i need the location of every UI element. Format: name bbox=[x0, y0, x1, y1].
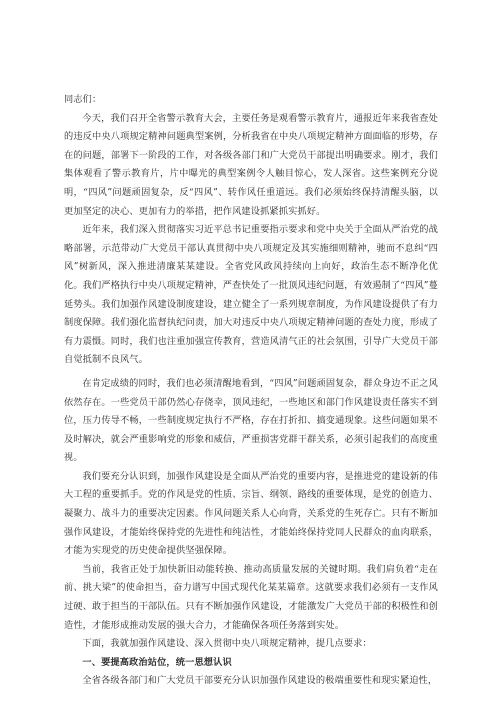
paragraph-requirements-intro: 下面，我就加强作风建设、深入贯彻中央八项规定精神，提几点要求： bbox=[82, 638, 372, 650]
paragraph-problems: 在肯定成绩的同时，我们也必须清醒地看到，“四风”问题顽固复杂，群众身边不正之风依然存在。一些党员干部仍然心存侥幸，顶风违纪，一些地区和部门作风建设责任落实不到位，压力传导不畅，一些制度规定执行不严格，存在打折扣、搞变通现象。这些问题如果不及时解决，就会严重影响党的形象和威信，严重损害党群干群关系，必须引起我们的高度重视。 bbox=[64, 377, 438, 464]
section-heading-1: 一、要提高政治站位，统一思想认识 bbox=[82, 656, 232, 668]
paragraph-section-1: 全省各级各部门和广大党员干部要充分认识加强作风建设的极端重要性和现实紧迫性， bbox=[82, 675, 438, 687]
document-body bbox=[64, 91, 438, 691]
paragraph-opening: 今天，我们召开全省警示教育大会，主要任务是观看警示教育片，通报近年来我省查处的违反中央八项规定精神问题典型案例，分析我省在中央八项规定精神方面面临的形势，存在的问题，部署下一阶段的工作，对各级各部门和广大党员干部提出明确要求。刚才，我们集体观看了警示教育片，片中曝光的典型案例令人触目惊心，发人深省。这些案例充分说明，“四风”问题顽固复杂，反“四风”、转作风任重道远。我们必须始终保持清醒头脑，以更加坚定的决心、更加有力的举措，把作风建设抓紧抓实抓好。 bbox=[64, 112, 438, 217]
paragraph-current-situation: 当前，我省正处于加快新旧动能转换、推动高质量发展的关键时期。我们肩负着“走在前、挑大梁”的使命担当，奋力谱写中国式现代化某某篇章。这就要求我们必须有一支作风过硬、敢于担当的干部队伍。只有不断加强作风建设，才能激发广大党员干部的积极性和创造性，才能形成推动发展的强大合力，才能确保各项任务落到实处。 bbox=[64, 563, 438, 631]
paragraph-importance: 我们要充分认识到，加强作风建设是全面从严治党的重要内容，是推进党的建设新的伟大工程的重要抓手。党的作风是党的性质、宗旨、纲领、路线的重要体现，是党的创造力、凝聚力、战斗力的重要决定因素。作风问题关系人心向背，关系党的生死存亡。只有不断加强作风建设，才能始终保持党的先进性和纯洁性，才能始终保持党同人民群众的血肉联系，才能为实现党的历史使命提供坚强保障。 bbox=[64, 470, 438, 557]
paragraph-achievements: 近年来，我们深入贯彻落实习近平总书记重要指示要求和党中央关于全面从严治党的战略部署，示范带动广大党员干部认真贯彻中央八项规定及其实施细则精神，驰而不息纠“四风”树新风，深入推进清廉某某建设。全省党风政风持续向上向好，政治生态不断净化优化。我们严格执行中央八项规定精神，严查快处了一批顶风违纪问题，有效遏制了“四风”蔓延势头。我们加强作风建设制度建设，建立健全了一系列规章制度，为作风建设提供了有力制度保障。我们强化监督执纪问责，加大对违反中央八项规定精神问题的查处力度，形成了有力震慑。同时，我们也注重加强宣传教育，营造风清气正的社会氛围，引导广大党员干部自觉抵制不良风气。 bbox=[64, 224, 438, 366]
salutation: 同志们： bbox=[64, 94, 102, 105]
